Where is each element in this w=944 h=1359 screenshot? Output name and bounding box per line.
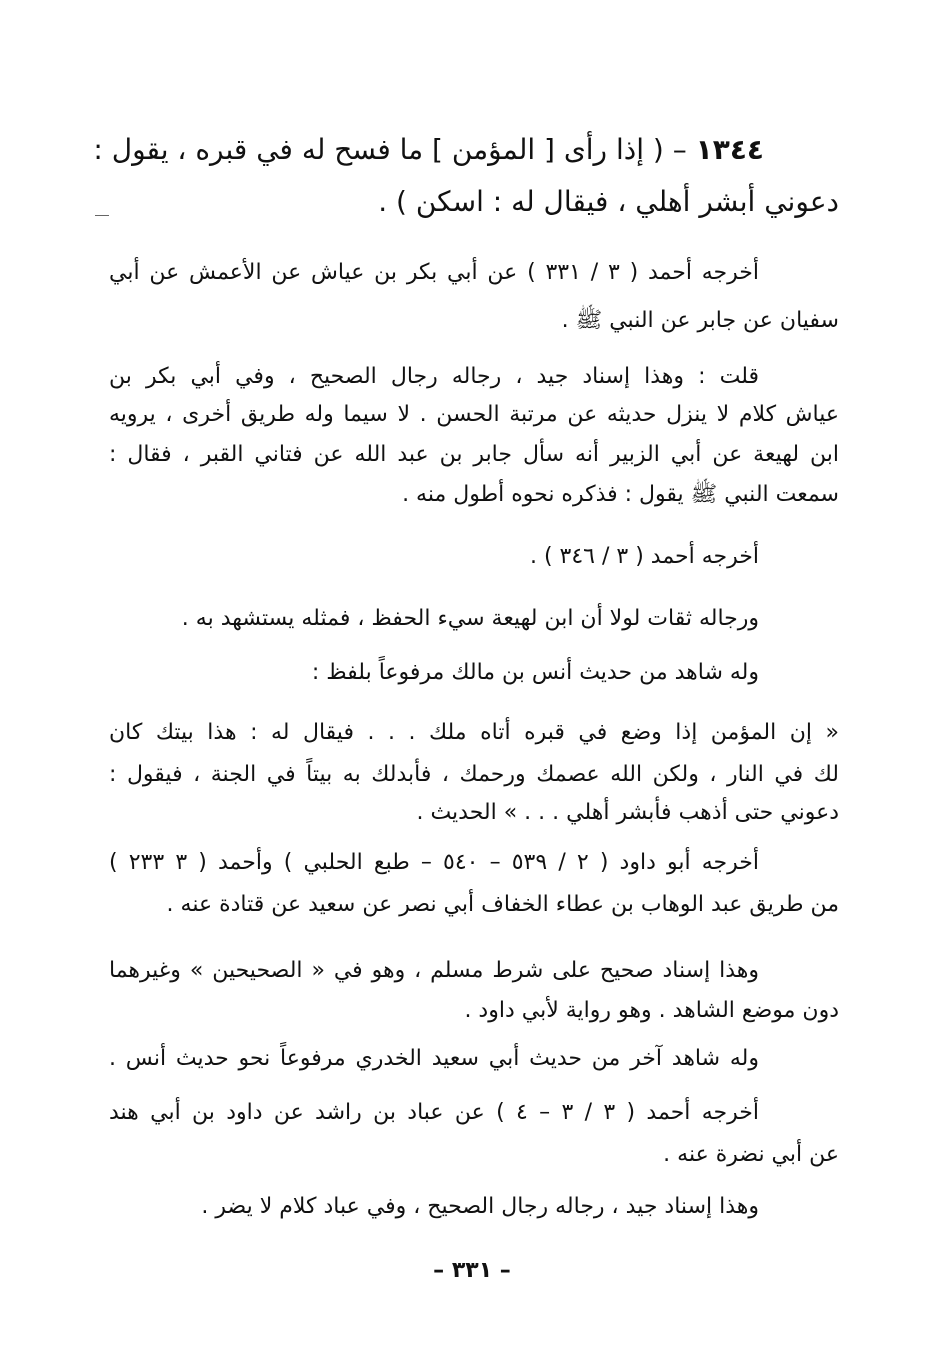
paragraph-line: وهذا إسناد صحيح على شرط مسلم ، وهو في « الصحيحين » وغيرهما [109,958,759,983]
paragraph-line: دعوني حتى أذهب فأبشر أهلي . . . » الحديث . [416,800,839,825]
hadith-number: ١٣٤٤ [695,133,764,166]
paragraph-line: أخرجه أبو داود ( ٢ / ٥٣٩ – ٥٤٠ – طبع الحلبي ) وأحمد ( ٣ ٢٣٣ ) [109,850,760,875]
paragraph-line: دون موضع الشاهد . وهو رواية لأبي داود . [464,998,839,1023]
paragraph-line: وله شاهد آخر من حديث أبي سعيد الخدري مرفوعاً نحو حديث أنس . [109,1046,759,1071]
paragraph-line: أخرجه أحمد ( ٣ / ٣ – ٤ ) عن عباد بن راشد عن داود بن أبي هند [109,1100,759,1125]
hadith-heading-line-2 [109,180,839,224]
paragraph-line: وله شاهد من حديث أنس بن مالك مرفوعاً بلفظ : [311,660,759,685]
hadith-heading-line-1 [93,128,764,172]
paragraph-line: لك في النار ، ولكن الله عصمك ورحمك ، فأبدلك به بيتاً في الجنة ، فيقول : [109,762,839,787]
paragraph-line: أخرجه أحمد ( ٣ / ٣٤٦ ) . [529,544,759,569]
paragraph-line: ابن لهيعة عن أبي الزبير أنه سأل جابر بن عبد الله عن فتاني القبر ، فقال : [109,442,839,467]
page-number: – ٣٣١ – [433,1258,511,1283]
hadith-text-1: – ( إذا رأى [ المؤمن ] ما فسح له في قبره ، يقول : [93,133,687,166]
margin-mark [95,215,109,216]
paragraph-line: سفيان عن جابر عن النبي ﷺ . [561,308,839,333]
paragraph-line: « إن المؤمن إذا وضع في قبره أتاه ملك . . . فيقال له : هذا بيتك كان [109,720,839,745]
paragraph-line: وهذا إسناد جيد ، رجاله رجال الصحيح ، وفي عباد كلام لا يضر . [201,1194,759,1219]
paragraph-line: عن أبي نضرة عنه . [663,1142,839,1167]
hadith-text-2: دعوني أبشر أهلي ، فيقال له : اسكن ) . [378,185,839,218]
paragraph-line: أخرجه أحمد ( ٣ / ٣٣١ ) عن أبي بكر بن عياش عن الأعمش عن أبي [109,260,759,285]
paragraph-line: قلت : وهذا إسناد جيد ، رجاله رجال الصحيح ، وفي أبي بكر بن [109,364,759,389]
paragraph-line: سمعت النبي ﷺ يقول : فذكره نحوه أطول منه . [402,482,839,507]
paragraph-line: ورجاله ثقات لولا أن ابن لهيعة سيء الحفظ ، فمثله يستشهد به . [181,606,759,631]
paragraph-line: عياش كلام لا ينزل حديثه عن مرتبة الحسن . لا سيما وله طريق أخرى ، يرويه [109,402,839,427]
paragraph-line: من طريق عبد الوهاب بن عطاء الخفاف أبي نصر عن سعيد عن قتادة عنه . [166,892,839,917]
